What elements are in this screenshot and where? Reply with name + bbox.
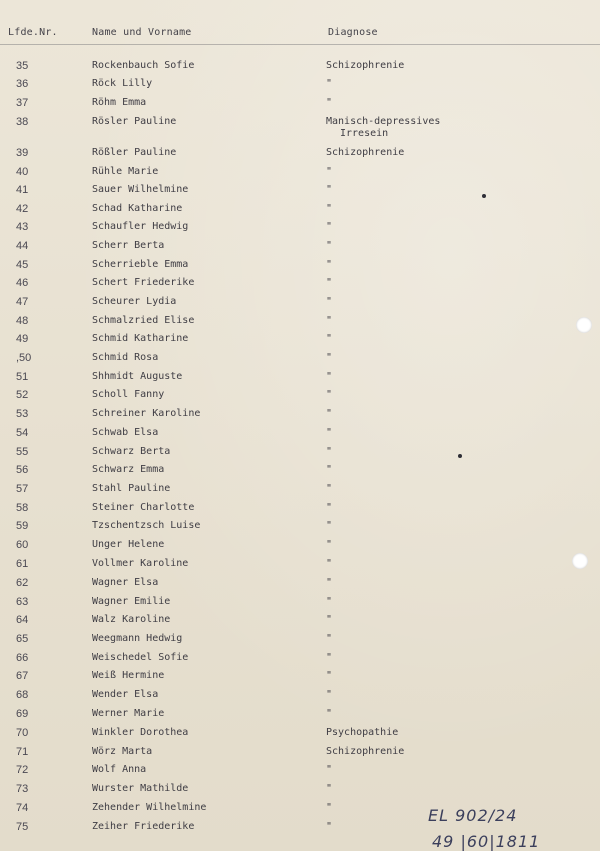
diagnosis: " <box>326 259 333 270</box>
diagnosis: " <box>326 78 333 89</box>
header-rule <box>0 44 600 45</box>
diagnosis: " <box>326 296 333 307</box>
patient-name: Schwarz Berta <box>92 446 171 457</box>
patient-name: Rößler Pauline <box>92 147 177 158</box>
table-row <box>0 463 600 481</box>
row-number: 40 <box>16 166 29 178</box>
row-number: 45 <box>16 259 29 271</box>
patient-name: Schert Friederike <box>92 277 195 288</box>
diagnosis: " <box>326 764 333 775</box>
diagnosis: " <box>326 166 333 177</box>
row-number: 61 <box>16 558 29 570</box>
diagnosis: " <box>326 689 333 700</box>
table-row <box>0 426 600 444</box>
diagnosis: " <box>326 221 333 232</box>
diagnosis: " <box>326 577 333 588</box>
row-number: 71 <box>16 746 29 758</box>
patient-name: Tzschentzsch Luise <box>92 520 201 531</box>
patient-name: Schmid Katharine <box>92 333 189 344</box>
patient-name: Shhmidt Auguste <box>92 371 183 382</box>
diagnosis: Manisch-depressives <box>326 116 441 127</box>
header-name: Name und Vorname <box>92 27 192 38</box>
diagnosis: " <box>326 502 333 513</box>
patient-name: Weiß Hermine <box>92 670 165 681</box>
patient-name: Schwab Elsa <box>92 427 159 438</box>
row-number: 70 <box>16 727 29 739</box>
diagnosis: " <box>326 203 333 214</box>
archive-signature-line2: 49 |60|1811 <box>432 832 541 851</box>
table-row <box>0 276 600 294</box>
diagnosis: " <box>326 352 333 363</box>
patient-name: Wagner Elsa <box>92 577 159 588</box>
row-number: 56 <box>16 464 29 476</box>
table-row <box>0 482 600 500</box>
patient-name: Stahl Pauline <box>92 483 171 494</box>
patient-name: Röhm Emma <box>92 97 147 108</box>
diagnosis: " <box>326 371 333 382</box>
patient-name: Schad Katharine <box>92 203 183 214</box>
ink-speck <box>482 194 486 198</box>
table-row <box>0 688 600 706</box>
patient-name: Vollmer Karoline <box>92 558 189 569</box>
table-row <box>0 595 600 613</box>
table-row <box>0 632 600 650</box>
table-row <box>0 707 600 725</box>
row-number: 43 <box>16 221 29 233</box>
row-number: 57 <box>16 483 29 495</box>
patient-name: Schmid Rosa <box>92 352 159 363</box>
table-row <box>0 183 600 201</box>
diagnosis: " <box>326 596 333 607</box>
row-number: 35 <box>16 60 29 72</box>
patient-name: Walz Karoline <box>92 614 171 625</box>
diagnosis: Schizophrenie <box>326 147 405 158</box>
table-row <box>0 165 600 183</box>
diagnosis: " <box>326 708 333 719</box>
diagnosis: Psychopathie <box>326 727 399 738</box>
patient-name: Röck Lilly <box>92 78 153 89</box>
table-row <box>0 146 600 164</box>
table-row <box>0 557 600 575</box>
table-row <box>0 388 600 406</box>
row-number: 69 <box>16 708 29 720</box>
diagnosis: " <box>326 483 333 494</box>
diagnosis: " <box>326 333 333 344</box>
patient-name: Wörz Marta <box>92 746 153 757</box>
row-number: 47 <box>16 296 29 308</box>
diagnosis: " <box>326 670 333 681</box>
patient-name: Unger Helene <box>92 539 165 550</box>
table-row <box>0 258 600 276</box>
table-row <box>0 782 600 800</box>
table-row <box>0 59 600 77</box>
patient-name: Steiner Charlotte <box>92 502 195 513</box>
table-row <box>0 220 600 238</box>
patient-name: Rühle Marie <box>92 166 159 177</box>
row-number: 68 <box>16 689 29 701</box>
row-number: 74 <box>16 802 29 814</box>
patient-name: Werner Marie <box>92 708 165 719</box>
patient-name: Zeiher Friederike <box>92 821 195 832</box>
row-number: 72 <box>16 764 29 776</box>
diagnosis: " <box>326 315 333 326</box>
patient-name: Wagner Emilie <box>92 596 171 607</box>
row-number: 53 <box>16 408 29 420</box>
row-number: 66 <box>16 652 29 664</box>
row-number: 64 <box>16 614 29 626</box>
table-row <box>0 576 600 594</box>
patient-name: Winkler Dorothea <box>92 727 189 738</box>
row-number: 39 <box>16 147 29 159</box>
table-row <box>0 613 600 631</box>
diagnosis: " <box>326 652 333 663</box>
table-row <box>0 239 600 257</box>
row-number: 52 <box>16 389 29 401</box>
table-row <box>0 519 600 537</box>
diagnosis: " <box>326 783 333 794</box>
diagnosis: " <box>326 802 333 813</box>
patient-name: Rockenbauch Sofie <box>92 60 195 71</box>
patient-name: Scherrieble Emma <box>92 259 189 270</box>
row-number: 65 <box>16 633 29 645</box>
patient-name: Wender Elsa <box>92 689 159 700</box>
table-row <box>0 669 600 687</box>
patient-name: Sauer Wilhelmine <box>92 184 189 195</box>
patient-name: Schaufler Hedwig <box>92 221 189 232</box>
row-number: 42 <box>16 203 29 215</box>
row-number: ,50 <box>16 352 32 364</box>
row-number: 36 <box>16 78 29 90</box>
diagnosis-continued: Irresein <box>340 128 389 139</box>
patient-name: Schreiner Karoline <box>92 408 201 419</box>
table-row <box>0 96 600 114</box>
diagnosis: " <box>326 520 333 531</box>
diagnosis: Schizophrenie <box>326 746 405 757</box>
diagnosis: " <box>326 97 333 108</box>
diagnosis: " <box>326 184 333 195</box>
patient-name: Rösler Pauline <box>92 116 177 127</box>
table-row <box>0 115 600 139</box>
row-number: 55 <box>16 446 29 458</box>
header-diagnosis: Diagnose <box>328 27 378 38</box>
patient-name: Schmalzried Elise <box>92 315 195 326</box>
table-row <box>0 314 600 332</box>
diagnosis: " <box>326 446 333 457</box>
table-row <box>0 202 600 220</box>
row-number: 54 <box>16 427 29 439</box>
row-number: 60 <box>16 539 29 551</box>
diagnosis: " <box>326 240 333 251</box>
patient-name: Weischedel Sofie <box>92 652 189 663</box>
row-number: 73 <box>16 783 29 795</box>
diagnosis: " <box>326 614 333 625</box>
table-row <box>0 370 600 388</box>
table-row <box>0 538 600 556</box>
diagnosis: " <box>326 633 333 644</box>
row-number: 44 <box>16 240 29 252</box>
diagnosis: " <box>326 408 333 419</box>
diagnosis: " <box>326 464 333 475</box>
diagnosis: " <box>326 539 333 550</box>
table-row <box>0 351 600 369</box>
patient-name: Wurster Mathilde <box>92 783 189 794</box>
diagnosis: " <box>326 389 333 400</box>
patient-name: Weegmann Hedwig <box>92 633 183 644</box>
row-number: 63 <box>16 596 29 608</box>
patient-name: Scholl Fanny <box>92 389 165 400</box>
table-row <box>0 651 600 669</box>
archive-signature-line1: EL 902/24 <box>428 806 518 825</box>
table-row <box>0 763 600 781</box>
table-row <box>0 445 600 463</box>
table-row <box>0 332 600 350</box>
row-number: 62 <box>16 577 29 589</box>
table-row <box>0 407 600 425</box>
table-row <box>0 77 600 95</box>
row-number: 37 <box>16 97 29 109</box>
row-number: 38 <box>16 116 29 128</box>
patient-name: Scheurer Lydia <box>92 296 177 307</box>
row-number: 75 <box>16 821 29 833</box>
punch-hole <box>572 553 588 569</box>
row-number: 49 <box>16 333 29 345</box>
row-number: 67 <box>16 670 29 682</box>
table-row <box>0 745 600 763</box>
ink-speck <box>458 454 462 458</box>
header-number: Lfde.Nr. <box>8 27 58 38</box>
row-number: 51 <box>16 371 29 383</box>
table-row <box>0 501 600 519</box>
table-row <box>0 726 600 744</box>
diagnosis: " <box>326 277 333 288</box>
diagnosis: " <box>326 558 333 569</box>
row-number: 41 <box>16 184 29 196</box>
diagnosis: Schizophrenie <box>326 60 405 71</box>
patient-name: Scherr Berta <box>92 240 165 251</box>
diagnosis: " <box>326 821 333 832</box>
row-number: 46 <box>16 277 29 289</box>
punch-hole <box>576 317 592 333</box>
row-number: 58 <box>16 502 29 514</box>
row-number: 59 <box>16 520 29 532</box>
patient-name: Wolf Anna <box>92 764 147 775</box>
table-row <box>0 295 600 313</box>
patient-name: Zehender Wilhelmine <box>92 802 207 813</box>
diagnosis: " <box>326 427 333 438</box>
patient-name: Schwarz Emma <box>92 464 165 475</box>
row-number: 48 <box>16 315 29 327</box>
